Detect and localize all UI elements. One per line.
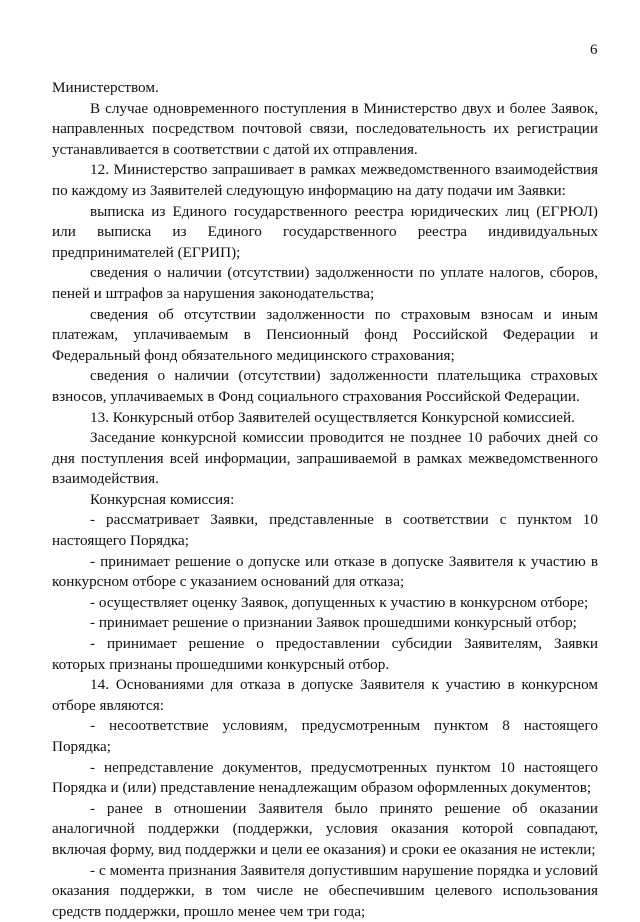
paragraph: - принимает решение о предоставлении субсидии Заявителям, Заявки которых признаны прошедшими конкурсный отбор. bbox=[52, 635, 598, 673]
paragraph: сведения о наличии (отсутствии) задолженности по уплате налогов, сборов, пеней и штрафов за нарушения законодательства; bbox=[52, 264, 598, 302]
paragraph: - ранее в отношении Заявителя было принято решение об оказании аналогичной поддержки (поддержки, условия оказания которой совпадают, включая форму, вид поддержки и цели ее оказания) и сроки ее оказания не истекли; bbox=[52, 799, 598, 858]
paragraph: Конкурсная комиссия: bbox=[90, 490, 235, 508]
document-body bbox=[52, 78, 598, 922]
paragraph: - осуществляет оценку Заявок, допущенных к участию в конкурсном отборе; bbox=[90, 593, 589, 611]
paragraph: сведения об отсутствии задолженности по страховым взносам и иным платежам, уплачиваемым в Пенсионный фонд Российской Федерации и Федеральный фонд обязательного медицинского страхования; bbox=[52, 305, 598, 364]
paragraph: В случае одновременного поступления в Министерство двух и более Заявок, направленных посредством почтовой связи, последовательность их регистрации устанавливается в соответствии с датой их отправления. bbox=[52, 99, 598, 158]
paragraph: выписка из Единого государственного реестра юридических лиц (ЕГРЮЛ) или выписка из Единого государственного реестра индивидуальных предпринимателей (ЕГРИП); bbox=[52, 202, 598, 261]
paragraph: 14. Основаниями для отказа в допуске Заявителя к участию в конкурсном отборе являются: bbox=[52, 676, 598, 714]
paragraph: Министерством. bbox=[52, 79, 159, 96]
paragraph: - с момента признания Заявителя допустившим нарушение порядка и условий оказания поддержки, в том числе не обеспечившим целевого использования средств поддержки, прошло менее чем три года; bbox=[52, 861, 598, 920]
paragraph: - принимает решение о признании Заявок прошедшими конкурсный отбор; bbox=[90, 614, 577, 632]
paragraph: - непредставление документов, предусмотренных пунктом 10 настоящего Порядка и (или) представление ненадлежащим образом оформленных документов; bbox=[52, 758, 598, 797]
paragraph: сведения о наличии (отсутствии) задолженности плательщика страховых взносов, уплачиваемых в Фонд социального страхования Российской Федерации. bbox=[52, 367, 598, 405]
paragraph: - принимает решение о допуске или отказе в допуске Заявителя к участию в конкурсном отборе с указанием оснований для отказа; bbox=[52, 552, 598, 591]
paragraph: Заседание конкурсной комиссии проводится не позднее 10 рабочих дней со дня поступления всей информации, запрашиваемой в рамках межведомственного взаимодействия. bbox=[52, 429, 598, 488]
paragraph: 13. Конкурсный отбор Заявителей осуществляется Конкурсной комиссией. bbox=[90, 408, 575, 426]
page-number: 6 bbox=[590, 42, 598, 58]
paragraph: 12. Министерство запрашивает в рамках межведомственного взаимодействия по каждому из Заявителей следующую информацию на дату подачи им Заявки: bbox=[52, 161, 598, 199]
paragraph: - рассматривает Заявки, представленные в соответствии с пунктом 10 настоящего Порядка; bbox=[52, 511, 598, 550]
paragraph: - несоответствие условиям, предусмотренным пунктом 8 настоящего Порядка; bbox=[52, 717, 598, 755]
